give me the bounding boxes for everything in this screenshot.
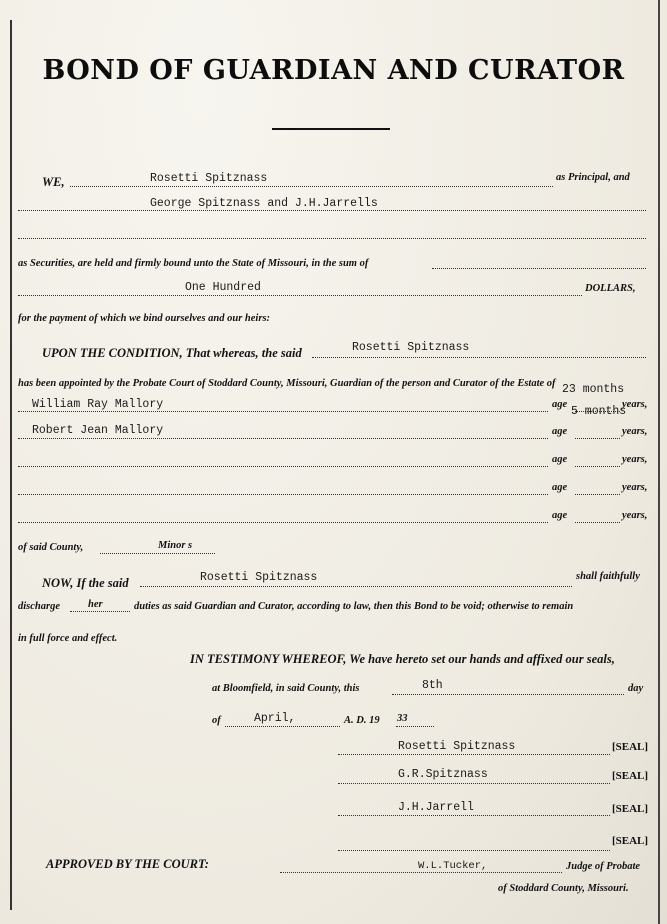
ward-4-years-label: years, bbox=[622, 482, 648, 493]
ward-5-line bbox=[18, 522, 548, 523]
ward-2-name: Robert Jean Mallory bbox=[32, 424, 164, 437]
upon-condition-label: UPON THE CONDITION, That whereas, the said bbox=[42, 346, 302, 360]
ward-3-age-label: age bbox=[552, 454, 568, 465]
ward-5-years-label: years, bbox=[622, 510, 648, 521]
as-principal-label: as Principal, and bbox=[556, 172, 630, 183]
judge-name: W.L.Tucker, bbox=[418, 860, 488, 872]
signature-line-3 bbox=[338, 815, 610, 816]
ward-4-age-line bbox=[575, 494, 620, 495]
day-label: day bbox=[628, 683, 644, 694]
ward-2-line bbox=[18, 438, 548, 439]
ward-1-years-label: years, bbox=[622, 399, 648, 410]
signature-2: G.R.Spitznass bbox=[398, 768, 488, 781]
ward-1-age: 23 months bbox=[562, 383, 625, 396]
approved-label: APPROVED BY THE COURT: bbox=[46, 857, 209, 871]
sum-line-a bbox=[432, 268, 646, 269]
ward-1-name: William Ray Mallory bbox=[32, 398, 164, 411]
ward-5-age-label: age bbox=[552, 510, 568, 521]
said-person-name: Rosetti Spitznass bbox=[352, 341, 470, 354]
signature-3: J.H.Jarrell bbox=[398, 801, 474, 814]
now-said-line bbox=[140, 586, 572, 587]
signature-1: Rosetti Spitznass bbox=[398, 740, 516, 753]
principal-line bbox=[70, 186, 553, 187]
sum-line bbox=[18, 295, 582, 296]
appointed-label: has been appointed by the Probate Court of Stoddard County, Missouri, Guardian of the person and Curator of the Estate of bbox=[18, 378, 556, 389]
ward-3-age-line bbox=[575, 466, 620, 467]
securities-names: George Spitznass and J.H.Jarrells bbox=[150, 197, 378, 210]
ward-2-age-label: age bbox=[552, 426, 568, 437]
ward-3-line bbox=[18, 466, 548, 467]
as-securities-label: as Securities, are held and firmly bound unto the State of Missouri, in the sum of bbox=[18, 258, 369, 269]
we-label: WE, bbox=[42, 175, 65, 189]
ward-2-years-label: years, bbox=[622, 426, 648, 437]
judge-line bbox=[280, 872, 562, 873]
now-if-label: NOW, If the said bbox=[42, 576, 129, 590]
principal-name: Rosetti Spitznass bbox=[150, 172, 268, 185]
year-value: 33 bbox=[397, 713, 408, 724]
now-said-name: Rosetti Spitznass bbox=[200, 571, 318, 584]
at-bloomfield-label: at Bloomfield, in said County, this bbox=[212, 683, 360, 694]
signature-line-2 bbox=[338, 783, 610, 784]
signature-line-1 bbox=[338, 754, 610, 755]
of-label: of bbox=[212, 715, 221, 726]
shall-faithfully-label: shall faithfully bbox=[576, 571, 640, 582]
month-line bbox=[225, 726, 340, 727]
of-stoddard-label: of Stoddard County, Missouri. bbox=[498, 883, 629, 894]
ward-4-age-label: age bbox=[552, 482, 568, 493]
month-value: April, bbox=[254, 712, 296, 725]
year-line bbox=[396, 726, 434, 727]
left-border bbox=[10, 20, 12, 910]
minor-line bbox=[100, 553, 215, 554]
said-person-line bbox=[312, 357, 646, 358]
ward-4-line bbox=[18, 494, 548, 495]
for-payment-label: for the payment of which we bind ourselves and our heirs: bbox=[18, 313, 271, 324]
right-border bbox=[658, 0, 660, 924]
day-value: 8th bbox=[422, 679, 443, 692]
ward-5-age-line bbox=[575, 522, 620, 523]
judge-label: Judge of Probate bbox=[566, 861, 641, 872]
ward-2-age: 5 months bbox=[571, 405, 627, 418]
testimony-label: IN TESTIMONY WHEREOF, We have hereto set our hands and affixed our seals, bbox=[190, 652, 615, 666]
seal-4: [SEAL] bbox=[612, 835, 649, 847]
ward-2-age-line bbox=[575, 438, 620, 439]
discharge-label: discharge bbox=[18, 601, 60, 612]
title-underline bbox=[272, 128, 390, 130]
pronoun-value: her bbox=[88, 599, 103, 610]
seal-3: [SEAL] bbox=[612, 803, 649, 815]
ward-1-age-label: age bbox=[552, 399, 568, 410]
seal-2: [SEAL] bbox=[612, 770, 649, 782]
securities-line-2 bbox=[18, 238, 646, 239]
ad-label: A. D. 19 bbox=[344, 715, 380, 726]
document-title: BOND OF GUARDIAN AND CURATOR bbox=[42, 55, 625, 86]
ward-1-line bbox=[18, 411, 548, 412]
ward-3-years-label: years, bbox=[622, 454, 648, 465]
seal-1: [SEAL] bbox=[612, 741, 649, 753]
signature-line-4 bbox=[338, 850, 610, 851]
duties-label: duties as said Guardian and Curator, according to law, then this Bond to be void; otherwise to remain bbox=[134, 601, 574, 612]
minor-value: Minor s bbox=[158, 540, 193, 551]
day-line bbox=[392, 694, 624, 695]
dollars-label: DOLLARS, bbox=[585, 283, 636, 294]
securities-line-1 bbox=[18, 210, 646, 211]
sum-amount: One Hundred bbox=[185, 281, 261, 294]
pronoun-line bbox=[70, 611, 130, 612]
of-said-county-label: of said County, bbox=[18, 542, 84, 553]
full-force-label: in full force and effect. bbox=[18, 633, 118, 644]
